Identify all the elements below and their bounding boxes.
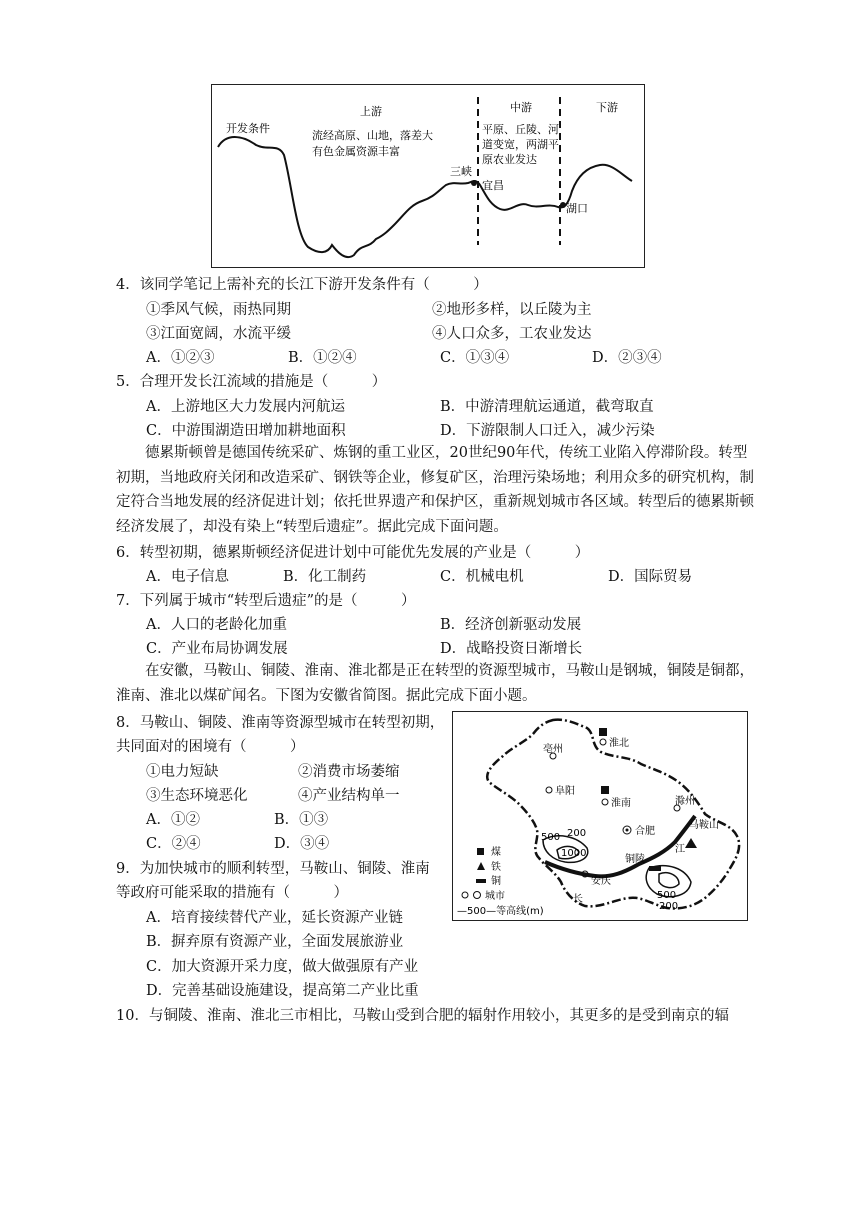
q9-choice-c[interactable]: C．加大资源开采力度，做大做强原有产业	[146, 959, 419, 975]
q8-stem-line2: 共同面对的困境有（ ）	[116, 739, 305, 755]
q4-option-1: ①季风气候，雨热同期	[146, 302, 291, 318]
maanshan-iron-icon	[685, 838, 697, 848]
dev-conditions-label: 开发条件	[226, 122, 270, 135]
jiang-label: 江	[675, 844, 685, 855]
dresden-passage: 德累斯顿曾是德国传统采矿、炼钢的重工业区，20世纪90年代，传统工业陷入停滞阶段。转型初期，当地政府关闭和改造采矿、钢铁等企业，修复矿区，治理污染场地；利用众多的研究机构，制定符合当地发展的经济促进计划；依托世界遗产和保护区，重新规划城市各区域。转型后的德累斯顿经济发展了，却没有染上“转型后遗症”。据此完成下面问题。	[116, 445, 754, 535]
q4-option-4: ④人口众多，工农业发达	[432, 326, 592, 342]
q7-stem: 7．下列属于城市“转型后遗症”的是（ ）	[116, 593, 416, 609]
anhui-passage: 在安徽，马鞍山、铜陵、淮南、淮北都是正在转型的资源型城市，马鞍山是钢城，铜陵是铜都，淮南、淮北以煤矿闻名。下图为安徽省简图。据此完成下面小题。	[116, 663, 754, 704]
contour-500-south	[659, 873, 679, 888]
yichang-point	[471, 180, 477, 186]
legend-iron-label: 铁	[491, 862, 501, 873]
legend-coal-icon	[477, 848, 484, 855]
anhui-map-figure	[452, 711, 748, 921]
yangtze-profile-chart	[212, 85, 644, 267]
legend-city-icon	[462, 892, 468, 898]
legend-city-hefei-icon	[474, 892, 481, 899]
q9-stem-line1: 9．为加快城市的顺利转型，马鞍山、铜陵、淮南	[116, 861, 430, 877]
fuyang-city-icon	[546, 787, 552, 793]
anqing-label: 安庆	[591, 876, 611, 887]
q10-stem: 10．与铜陵、淮南、淮北三市相比，马鞍山受到合肥的辐射作用较小，其更多的是受到南京的辐	[116, 1008, 729, 1024]
q8-option-2: ②消费市场萎缩	[298, 764, 400, 780]
contour-500-south-label: 500	[657, 890, 677, 901]
q5-stem: 5．合理开发长江流域的措施是（ ）	[116, 374, 387, 390]
q5-choice-a[interactable]: A．上游地区大力发展内河航运	[146, 399, 345, 415]
middle-desc-line2: 道变宽，两湖平	[482, 138, 559, 151]
q9-choice-d[interactable]: D．完善基础设施建设，提高第二产业比重	[146, 983, 419, 999]
q4-choice-a[interactable]: A．①②③	[146, 350, 215, 366]
hukou-label: 湖口	[566, 202, 588, 215]
contour-500-west-label: 500	[541, 832, 561, 843]
legend-contour-label: —500—等高线(m)	[457, 906, 544, 917]
q5-choice-d[interactable]: D．下游限制人口迁入，减少污染	[440, 423, 655, 439]
lower-reach-label: 下游	[596, 101, 618, 114]
sanxia-label: 三峡	[450, 165, 472, 178]
anhui-map	[453, 712, 747, 920]
q8-choice-b[interactable]: B．①③	[274, 812, 329, 828]
contour-200-south-label: 200	[659, 901, 679, 912]
huaibei-city-icon	[600, 739, 606, 745]
q8-choice-a[interactable]: A．①②	[146, 812, 200, 828]
q6-choice-b[interactable]: B．化工制药	[283, 569, 367, 585]
q9-choice-b[interactable]: B．摒弃原有资源产业，全面发展旅游业	[146, 934, 404, 950]
upper-desc-line2: 有色金属资源丰富	[312, 145, 400, 158]
q8-option-1: ①电力短缺	[146, 764, 219, 780]
middle-desc-line1: 平原、丘陵、河	[482, 123, 559, 136]
q4-choice-d[interactable]: D．②③④	[592, 350, 662, 366]
q9-choice-a[interactable]: A．培育接续替代产业，延长资源产业链	[146, 910, 403, 926]
tongling-label: 铜陵	[625, 854, 645, 865]
huaibei-coal-icon	[599, 728, 607, 736]
q4-choice-b[interactable]: B．①②④	[288, 350, 357, 366]
q6-stem: 6．转型初期，德累斯顿经济促进计划中可能优先发展的产业是（ ）	[116, 545, 590, 561]
fuyang-label: 阜阳	[555, 786, 575, 797]
q8-option-4: ④产业结构单一	[298, 788, 400, 804]
legend-copper-icon	[476, 879, 486, 883]
q5-choice-c[interactable]: C．中游围湖造田增加耕地面积	[146, 423, 346, 439]
q7-choice-b[interactable]: B．经济创新驱动发展	[440, 617, 582, 633]
yangtze-profile-figure	[211, 84, 645, 268]
huainan-city-icon	[602, 799, 608, 805]
q6-choice-a[interactable]: A．电子信息	[146, 569, 229, 585]
upper-reach-label: 上游	[360, 105, 382, 118]
yichang-label: 宜昌	[482, 179, 504, 192]
bozhou-label: 亳州	[543, 744, 563, 755]
middle-desc-line3: 原农业发达	[482, 153, 537, 166]
q7-choice-c[interactable]: C．产业布局协调发展	[146, 641, 288, 657]
q6-choice-d[interactable]: D．国际贸易	[608, 569, 693, 585]
hefei-label: 合肥	[635, 826, 655, 837]
legend-iron-icon	[477, 862, 485, 870]
legend-coal-label: 煤	[491, 847, 501, 858]
q8-choice-c[interactable]: C．②④	[146, 836, 201, 852]
q4-choice-c[interactable]: C．①③④	[440, 350, 510, 366]
chang-label: 长	[573, 894, 583, 905]
upper-desc-line1: 流经高原、山地，落差大	[312, 129, 433, 142]
q4-option-3: ③江面宽阔，水流平缓	[146, 326, 291, 342]
q8-stem-line1: 8．马鞍山、铜陵、淮南等资源型城市在转型初期，	[116, 715, 445, 731]
hefei-city-dot-icon	[626, 829, 629, 832]
tongling-copper-icon	[649, 866, 661, 871]
q8-choice-d[interactable]: D．③④	[274, 836, 330, 852]
legend-city-label: 城市	[485, 891, 505, 902]
chuzhou-label: 滁州	[675, 796, 695, 807]
huainan-label: 淮南	[611, 798, 631, 809]
q9-stem-line2: 等政府可能采取的措施有（ ）	[116, 885, 348, 901]
q8-option-3: ③生态环境恶化	[146, 788, 248, 804]
maanshan-label: 马鞍山	[689, 820, 719, 831]
middle-reach-label: 中游	[510, 101, 532, 114]
q5-choice-b[interactable]: B．中游清理航运通道，截弯取直	[440, 399, 654, 415]
contour-1000-west-label: 1000	[561, 848, 587, 859]
q7-choice-d[interactable]: D．战略投资日渐增长	[440, 641, 583, 657]
elevation-profile-line	[218, 137, 632, 257]
contour-200-west-label: 200	[567, 828, 587, 839]
q7-choice-a[interactable]: A．人口的老龄化加重	[146, 617, 287, 633]
q4-option-2: ②地形多样，以丘陵为主	[432, 302, 592, 318]
legend-copper-label: 铜	[491, 876, 501, 887]
huainan-coal-icon	[601, 786, 609, 794]
huaibei-label: 淮北	[609, 738, 629, 749]
q4-stem: 4．该同学笔记上需补充的长江下游开发条件有（ ）	[116, 277, 488, 293]
q6-choice-c[interactable]: C．机械电机	[440, 569, 524, 585]
